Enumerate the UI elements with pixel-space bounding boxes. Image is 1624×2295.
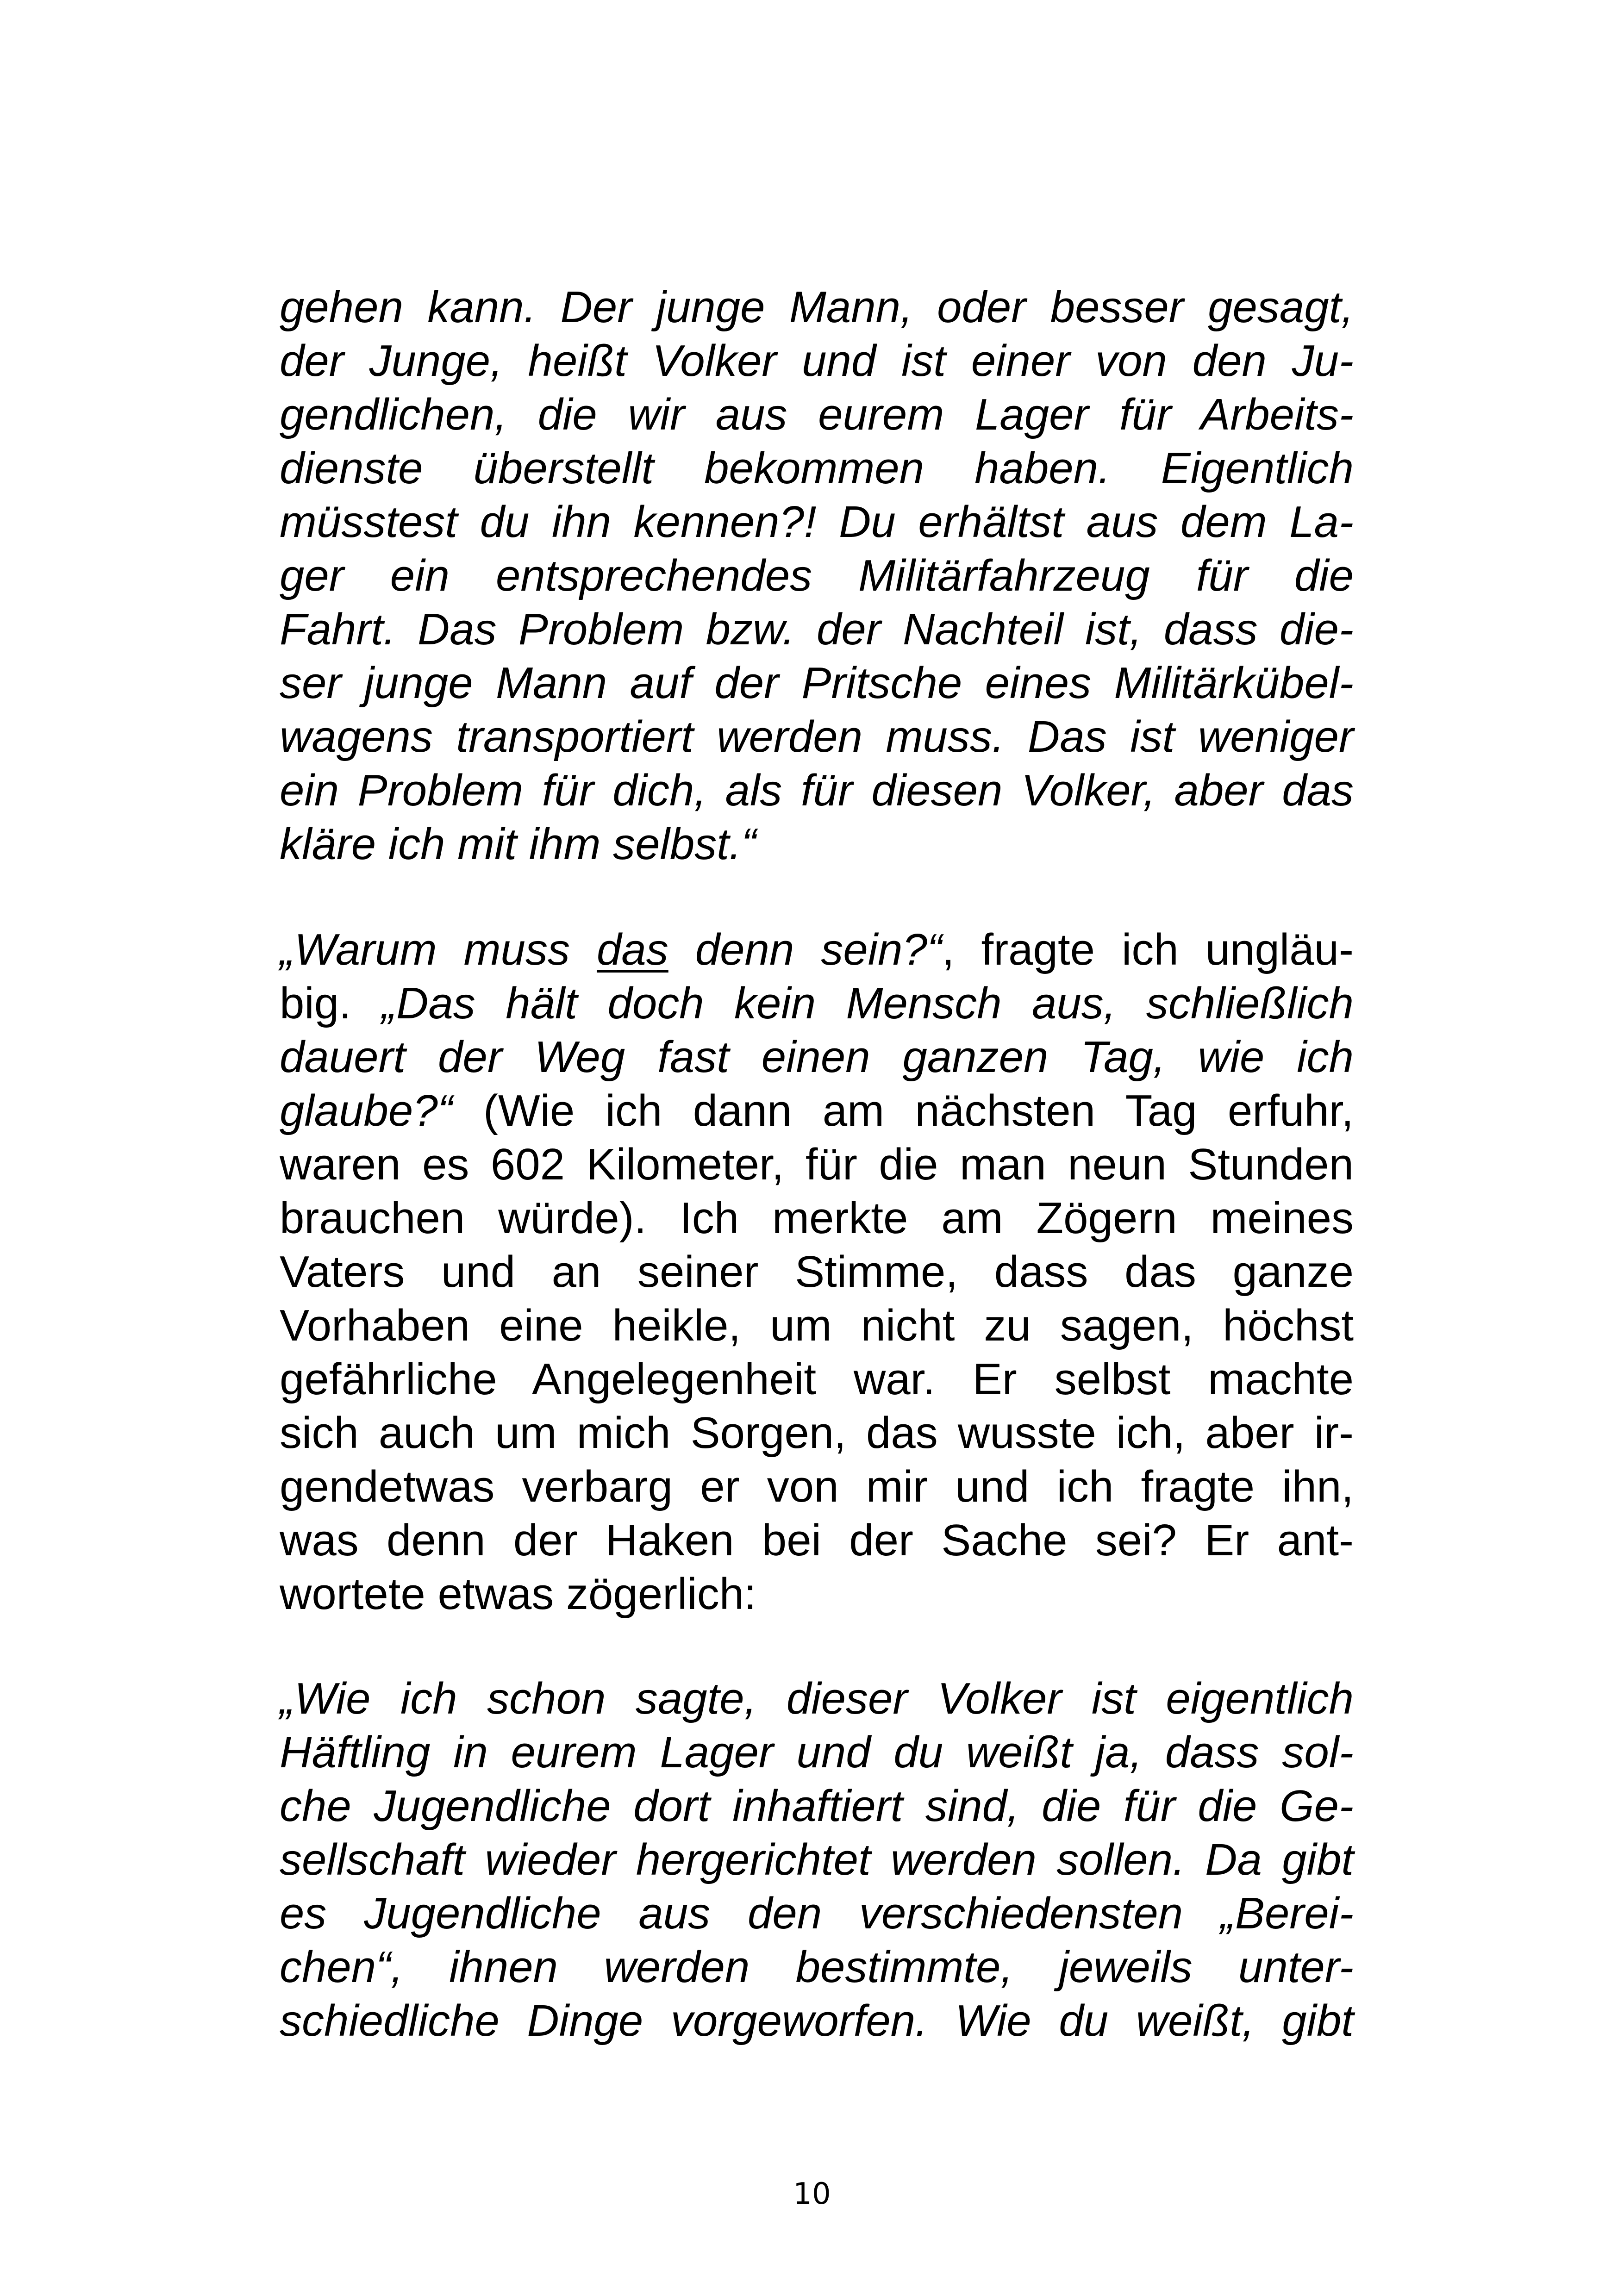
text-line: [280, 442, 1354, 495]
text-segment: „Wie ich schon sagte, dieser Volker ist eigentlich: [280, 1674, 1354, 1723]
text-segment: gehen kann. Der junge Mann, oder besser gesagt,: [280, 282, 1354, 332]
text-segment: big.: [280, 979, 382, 1028]
text-line: [280, 656, 1354, 710]
text-line: [280, 388, 1354, 442]
text-line: [280, 1887, 1354, 1940]
text-segment: Vaters und an seiner Stimme, dass das ganze: [280, 1247, 1354, 1297]
text-segment: che Jugendliche dort inhaftiert sind, die für die Ge-: [280, 1781, 1354, 1831]
text-line: [280, 1138, 1354, 1191]
text-segment: sellschaft wieder hergerichtet werden sollen. Da gibt: [280, 1835, 1354, 1884]
text-segment: (Wie ich dann am nächsten Tag erfuhr,: [452, 1086, 1354, 1135]
text-line: [280, 1299, 1354, 1353]
text-segment: Häftling in eurem Lager und du weißt ja, dass sol-: [280, 1727, 1354, 1777]
text-segment: denn sein?“: [668, 925, 942, 974]
text-line: [280, 1726, 1354, 1779]
text-segment: wagens transportiert werden muss. Das ist weniger: [280, 712, 1354, 761]
text-line: [280, 1672, 1354, 1726]
text-segment: kläre ich mit ihm selbst.“: [280, 819, 756, 869]
text-line: [280, 1779, 1354, 1833]
text-segment: glaube?“: [280, 1086, 453, 1135]
text-line: [280, 1084, 1354, 1138]
paragraph-2: [280, 923, 1354, 1621]
text-segment: waren es 602 Kilometer, für die man neun Stunden: [280, 1140, 1354, 1189]
text-line: [280, 817, 1354, 871]
text-segment: müsstest du ihn kennen?! Du erhältst aus dem La-: [280, 497, 1354, 547]
paragraph-1: [280, 281, 1354, 871]
text-line: [280, 1245, 1354, 1299]
text-segment: Fahrt. Das Problem bzw. der Nachteil ist, dass die-: [280, 605, 1354, 654]
text-segment: gefährliche Angelegenheit war. Er selbst machte: [280, 1354, 1354, 1404]
text-segment: chen“, ihnen werden bestimmte, jeweils unter-: [280, 1942, 1354, 1992]
text-segment: wortete etwas zögerlich:: [280, 1569, 756, 1619]
text-line: [280, 764, 1354, 817]
text-segment: der Junge, heißt Volker und ist einer von den Ju-: [280, 336, 1354, 386]
text-line: [280, 1567, 1354, 1621]
text-line: [280, 977, 1354, 1030]
text-line: [280, 281, 1354, 334]
text-line: [280, 1833, 1354, 1887]
text-line: [280, 1514, 1354, 1567]
text-segment: was denn der Haken bei der Sache sei? Er ant-: [280, 1515, 1354, 1565]
underlined-word: das: [596, 925, 668, 974]
text-segment: Vorhaben eine heikle, um nicht zu sagen, höchst: [280, 1301, 1354, 1350]
text-line: [280, 1994, 1354, 2048]
text-segment: brauchen würde). Ich merkte am Zögern meines: [280, 1193, 1354, 1243]
text-segment: ser junge Mann auf der Pritsche eines Militärkübel-: [280, 658, 1354, 708]
text-line: [280, 1940, 1354, 1994]
page-number: 10: [793, 2177, 831, 2211]
text-line: [280, 334, 1354, 388]
text-segment: gendetwas verbarg er von mir und ich fragte ihn,: [280, 1462, 1354, 1511]
text-line: [280, 1030, 1354, 1084]
text-line: [280, 923, 1354, 977]
text-line: [280, 1191, 1354, 1245]
text-line: [280, 1460, 1354, 1514]
text-segment: sich auch um mich Sorgen, das wusste ich, aber ir-: [280, 1408, 1354, 1458]
text-line: [280, 1406, 1354, 1460]
paragraph-3: [280, 1672, 1354, 2048]
text-segment: es Jugendliche aus den verschiedensten „Berei-: [280, 1889, 1354, 1938]
text-segment: dauert der Weg fast einen ganzen Tag, wie ich: [280, 1032, 1354, 1082]
text-line: [280, 603, 1354, 656]
text-line: [280, 495, 1354, 549]
text-segment: schiedliche Dinge vorgeworfen. Wie du weißt, gibt: [280, 1996, 1354, 2046]
text-segment: ein Problem für dich, als für diesen Volker, aber das: [280, 766, 1354, 815]
text-segment: dienste überstellt bekommen haben. Eigentlich: [280, 443, 1354, 493]
text-line: [280, 549, 1354, 603]
text-line: [280, 1353, 1354, 1406]
text-line: [280, 710, 1354, 764]
text-segment: gendlichen, die wir aus eurem Lager für Arbeits-: [280, 390, 1354, 439]
text-segment: „Warum muss: [280, 925, 597, 974]
text-segment: „Das hält doch kein Mensch aus, schließlich: [381, 979, 1354, 1028]
text-segment: ger ein entsprechendes Militärfahrzeug für die: [280, 551, 1354, 600]
text-segment: , fragte ich ungläu-: [942, 925, 1354, 974]
